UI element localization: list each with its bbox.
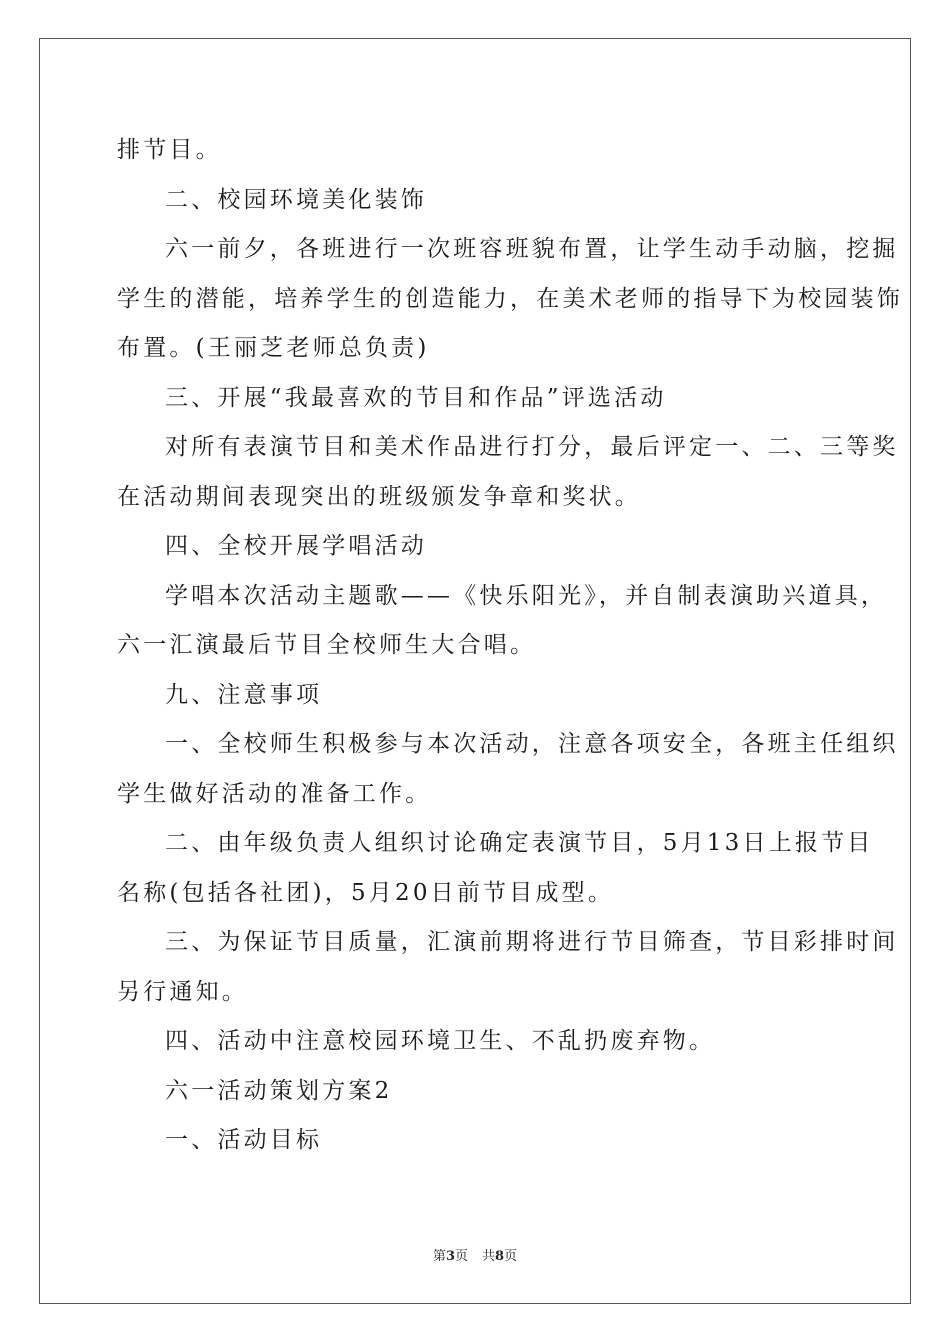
total-suffix: 页 (504, 1249, 518, 1264)
paragraph-line: 对所有表演节目和美术作品进行打分，最后评定一、二、三等奖 (165, 434, 899, 460)
paragraph-line: 二、由年级负责人组织讨论确定表演节目，5月13日上报节目 (165, 830, 874, 856)
page-prefix: 第 (432, 1249, 446, 1264)
page-footer (0, 1245, 950, 1264)
paragraph-line: 学唱本次活动主题歌——《快乐阳光》，并自制表演助兴道具， (165, 582, 888, 609)
paragraph-line: 六一汇演最后节目全校师生大合唱。 (117, 632, 537, 658)
section-heading: 九、注意事项 (165, 681, 323, 708)
page-number: 3 (445, 1249, 455, 1264)
paragraph-line: 排节目。 (117, 137, 222, 163)
paragraph-line: 学生的潜能，培养学生的创造能力，在美术老师的指导下为校园装饰 (117, 285, 903, 312)
paragraph-line: 六一前夕，各班进行一次班容班貌布置，让学生动手动脑，挖掘 (165, 236, 899, 262)
paragraph-line: 学生做好活动的准备工作。 (117, 780, 432, 807)
paragraph-line: 三、为保证节目质量，汇演前期将进行节目筛查，节目彩排时间 (165, 929, 899, 955)
total-prefix: 共 (482, 1249, 496, 1264)
document-title: 六一活动策划方案2 (165, 1077, 393, 1104)
section-heading: 三、开展“我最喜欢的节目和作品”评选活动 (165, 384, 667, 411)
paragraph-line: 名称(包括各社团)，5月20日前节目成型。 (117, 879, 615, 906)
document-body (117, 126, 903, 1166)
page-suffix: 页 (454, 1249, 468, 1264)
paragraph-line: 另行通知。 (117, 978, 248, 1005)
section-heading: 二、校园环境美化装饰 (165, 186, 427, 213)
section-heading: 一、活动目标 (165, 1127, 323, 1153)
paragraph-line: 布置。(王丽芝老师总负责) (117, 335, 430, 361)
total-pages: 8 (495, 1249, 505, 1264)
paragraph-line: 四、活动中注意校园环境卫生、不乱扔废弃物。 (165, 1028, 716, 1054)
paragraph-line: 在活动期间表现突出的班级颁发争章和奖状。 (117, 483, 641, 510)
section-heading: 四、全校开展学唱活动 (165, 533, 427, 559)
paragraph-line: 一、全校师生积极参与本次活动，注意各项安全，各班主任组织 (165, 731, 899, 757)
